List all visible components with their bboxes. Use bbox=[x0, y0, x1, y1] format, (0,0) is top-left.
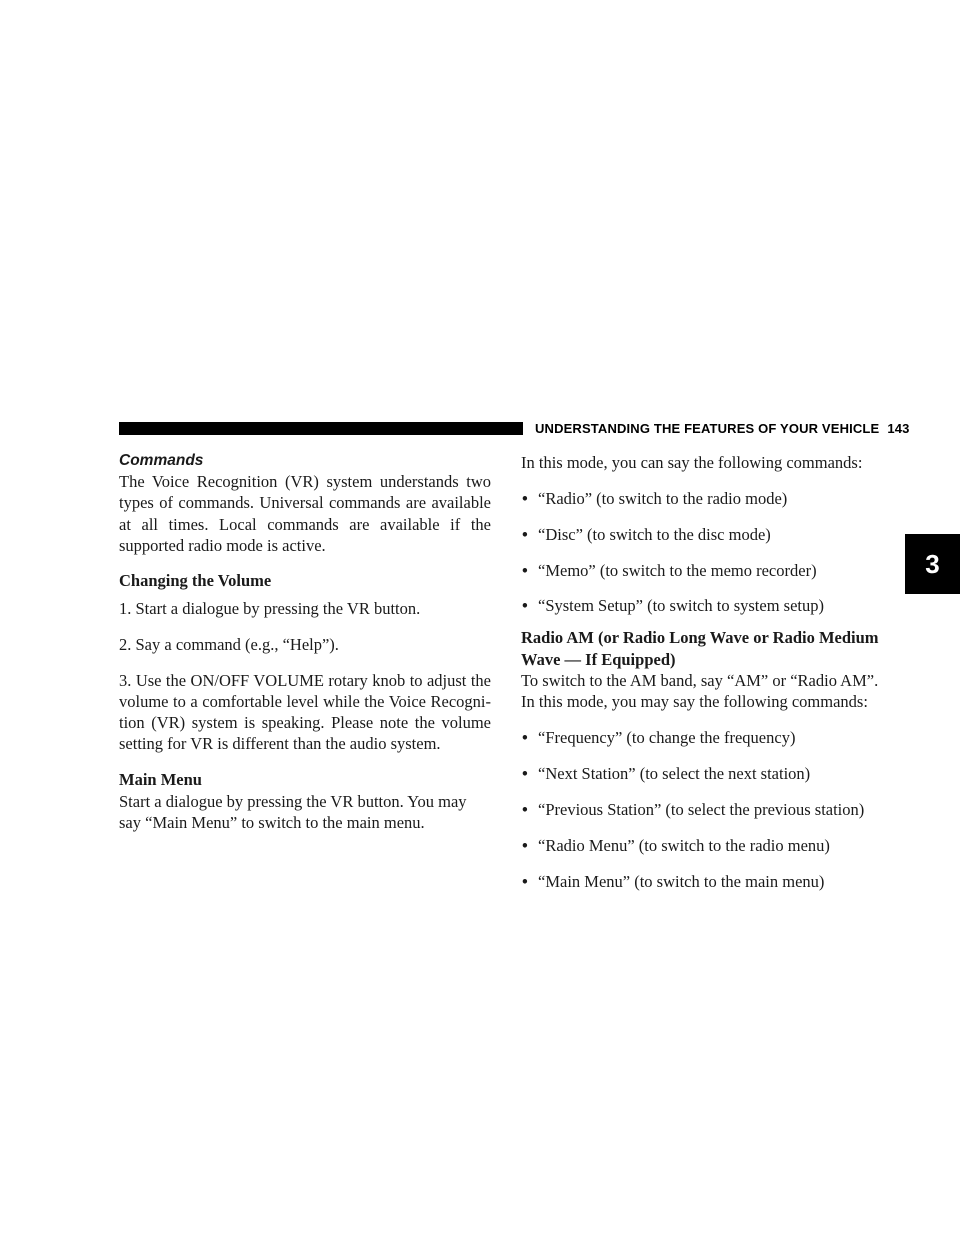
command-text: “Radio Menu” (to switch to the radio menu) bbox=[538, 835, 830, 855]
running-header bbox=[535, 421, 909, 436]
command-text: “System Setup” (to switch to system setup) bbox=[538, 596, 824, 616]
bullet-icon: • bbox=[522, 871, 528, 891]
header-rule bbox=[119, 422, 523, 435]
main-menu-paragraph: Start a dialogue by pressing the VR button. You may say “Main Menu” to switch to the main menu. bbox=[119, 791, 467, 832]
volume-heading: Changing the Volume bbox=[119, 570, 272, 590]
bullet-icon: • bbox=[522, 835, 528, 855]
main-menu-commands-list bbox=[521, 488, 893, 617]
list-item bbox=[521, 763, 893, 784]
command-text: “Next Station” (to select the next station) bbox=[538, 763, 811, 783]
bullet-icon: • bbox=[522, 488, 528, 508]
radio-am-commands-list bbox=[521, 727, 893, 892]
list-item bbox=[521, 727, 893, 748]
radio-am-heading: Radio AM (or Radio Long Wave or Radio Medium Wave — If Equipped) bbox=[521, 628, 879, 669]
volume-step-1: 1. Start a dialogue by pressing the VR button. bbox=[119, 598, 421, 618]
list-item bbox=[521, 524, 893, 545]
command-text: “Disc” (to switch to the disc mode) bbox=[538, 524, 771, 544]
bullet-icon: • bbox=[522, 560, 528, 580]
command-text: “Memo” (to switch to the memo recorder) bbox=[538, 560, 817, 580]
bullet-icon: • bbox=[522, 728, 528, 748]
volume-step-3: 3. Use the ON/OFF VOLUME rotary knob to adjust the volume to a comfortable level while the Voice Recogni-tion (VR) system is speaking. Please note the volume setting for VR is different than the audio system. bbox=[119, 670, 491, 754]
bullet-icon: • bbox=[522, 596, 528, 616]
commands-paragraph: The Voice Recognition (VR) system understands two types of commands. Universal commands are available at all times. Local commands are available if the supported radio mode is active. bbox=[119, 472, 491, 555]
left-column bbox=[119, 450, 491, 848]
list-item bbox=[521, 595, 893, 616]
commands-heading: Commands bbox=[119, 452, 204, 469]
right-column bbox=[521, 452, 893, 907]
command-text: “Frequency” (to change the frequency) bbox=[538, 728, 796, 748]
list-item bbox=[521, 871, 893, 892]
volume-step-2: 2. Say a command (e.g., “Help”). bbox=[119, 634, 339, 654]
page-number: 143 bbox=[887, 421, 910, 436]
radio-am-paragraph: To switch to the AM band, say “AM” or “Radio AM”. In this mode, you may say the following commands: bbox=[521, 670, 879, 712]
bullet-icon: • bbox=[522, 763, 528, 783]
command-text: “Main Menu” (to switch to the main menu) bbox=[538, 871, 825, 891]
list-item bbox=[521, 488, 893, 509]
list-item bbox=[521, 799, 893, 820]
command-text: “Previous Station” (to select the previous station) bbox=[538, 799, 865, 819]
list-item bbox=[521, 835, 893, 856]
command-text: “Radio” (to switch to the radio mode) bbox=[538, 488, 788, 508]
main-menu-heading: Main Menu bbox=[119, 770, 202, 790]
bullet-icon: • bbox=[522, 799, 528, 819]
chapter-tab: 3 bbox=[905, 534, 960, 594]
main-menu-intro: In this mode, you can say the following commands: bbox=[521, 453, 863, 472]
header-title: UNDERSTANDING THE FEATURES OF YOUR VEHICLE bbox=[535, 421, 880, 436]
bullet-icon: • bbox=[522, 524, 528, 544]
list-item bbox=[521, 560, 893, 581]
